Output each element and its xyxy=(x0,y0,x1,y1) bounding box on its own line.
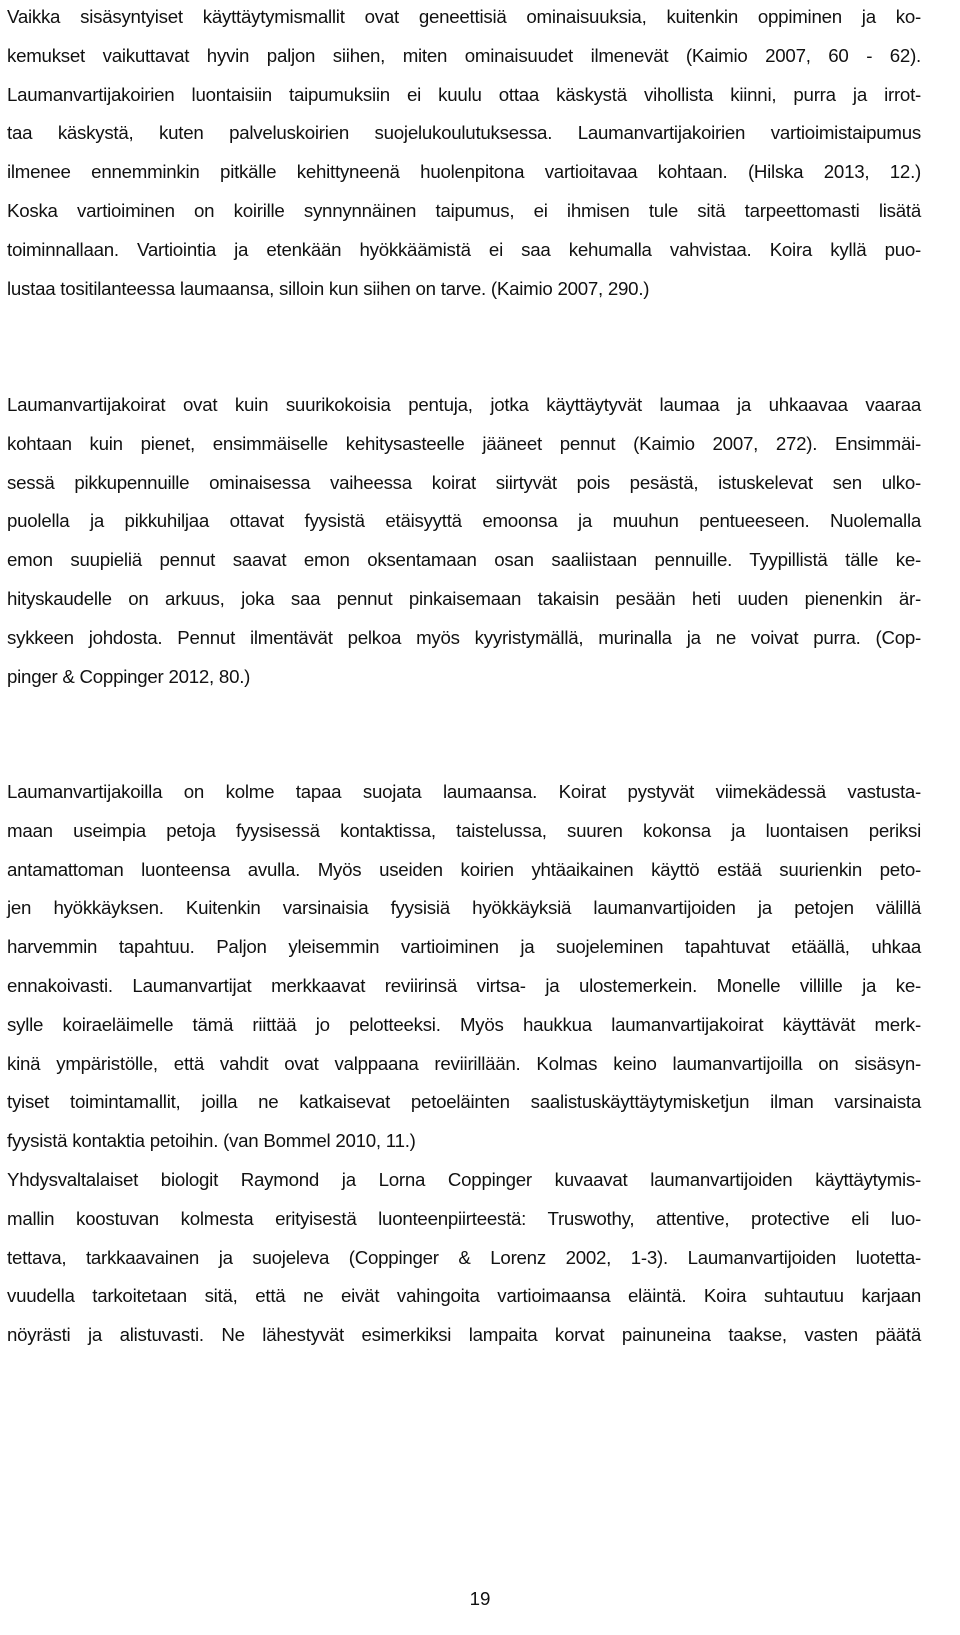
text-line: sykkeen johdosta. Pennut ilmentävät pelkoa myös kyyristymällä, murinalla ja ne voivat purra. (Cop- xyxy=(7,626,921,648)
page-number: 19 xyxy=(469,1588,491,1609)
paragraph-protection-methods xyxy=(7,773,921,1161)
text-line: jen hyökkäyksen. Kuitenkin varsinaisia fyysisiä hyökkäyksiä laumanvartijoiden ja petojen välillä xyxy=(7,897,921,919)
text-line: fyysistä kontaktia petoihin. (van Bommel 2010, 11.) xyxy=(7,1130,416,1152)
text-line: kemukset vaikuttavat hyvin paljon siihen, miten ominaisuudet ilmenevät (Kaimio 2007, 60 - 62). xyxy=(7,44,921,66)
text-line: pinger & Coppinger 2012, 80.) xyxy=(7,665,251,687)
text-line: sylle koiraeläimelle tämä riittää jo pelotteeksi. Myös haukkua laumanvartijakoirat käyttävät merk- xyxy=(7,1013,921,1035)
text-line: mallin koostuvan kolmesta erityisestä luonteenpiirteestä: Truswothy, attentive, protective eli luo- xyxy=(7,1207,921,1229)
paragraph-puppy-development xyxy=(7,386,921,696)
text-line: vuudella tarkoitetaan sitä, että ne eivät vahingoita vartioimaansa eläintä. Koira suhtautuu karjaan xyxy=(7,1285,921,1307)
text-line: nöyrästi ja alistuvasti. Ne lähestyvät esimerkiksi lampaita korvat painuneina taakse, vasten päätä xyxy=(7,1324,921,1346)
text-line: hityskaudelle on arkuus, joka saa pennut pinkaisemaan takaisin pesään heti uuden pienenkin är- xyxy=(7,587,921,609)
text-line: kinä ympäristölle, että vahdit ovat valppaana reviirillään. Kolmas keino laumanvartijoilla on sisäsyn- xyxy=(7,1052,921,1074)
text-line: lustaa tositilanteessa laumaansa, silloin kun siihen on tarve. (Kaimio 2007, 290.) xyxy=(7,277,650,299)
text-line: tyiset toimintamallit, joilla ne katkaisevat petoeläinten saalistuskäyttäytymisketjun ilman varsinaista xyxy=(7,1091,921,1113)
text-line: antamattoman luonteensa avulla. Myös useiden koirien yhtäaikainen käyttö estää suurienkin peto- xyxy=(7,858,921,880)
text-line: Koska vartioiminen on koirille synnynnäinen taipumus, ei ihmisen tule sitä tarpeettomasti lisätä xyxy=(7,199,921,221)
text-line: Laumanvartijakoirat ovat kuin suurikokoisia pentuja, jotka käyttäytyvät laumaa ja uhkaavaa vaaraa xyxy=(7,394,921,415)
paragraph-personality-traits xyxy=(7,1161,921,1355)
text-line: puolella ja pikkuhiljaa ottavat fyysistä etäisyyttä emoonsa ja muuhun pentueeseen. Nuolemalla xyxy=(7,510,921,532)
text-line: taa käskystä, kuten palveluskoirien suojelukoulutuksessa. Laumanvartijakoirien vartioimistaipumus xyxy=(7,122,921,144)
text-line: harvemmin tapahtuu. Paljon yleisemmin vartioiminen ja suojeleminen tapahtuvat etäällä, uhkaa xyxy=(7,936,921,958)
text-line: maan useimpia petoja fyysisessä kontaktissa, taistelussa, suuren kokonsa ja luontaisen periksi xyxy=(7,819,921,841)
paragraph-behaviour-learning xyxy=(7,0,921,308)
text-line: Laumanvartijakoirien luontaisiin taipumuksiin ei kuulu ottaa käskystä vihollista kiinni, purra ja irrot- xyxy=(7,83,921,105)
text-line: Laumanvartijakoilla on kolme tapaa suojata laumaansa. Koirat pystyvät viimekädessä vastusta- xyxy=(7,781,921,802)
text-line: ennakoivasti. Laumanvartijat merkkaavat reviirinsä virtsa- ja ulostemerkein. Monelle villille ja ke- xyxy=(7,974,921,996)
text-line: ilmenee ennemminkin pitkälle kehittyneenä huolenpitona vartioitavaa kohtaan. (Hilska 2013, 12.) xyxy=(7,161,921,183)
text-line: tettava, tarkkaavainen ja suojeleva (Coppinger & Lorenz 2002, 1-3). Laumanvartijoiden luotetta- xyxy=(7,1246,921,1268)
text-line: emon suupieliä pennut saavat emon oksentamaan osan saaliistaan pennuille. Tyypillistä tälle ke- xyxy=(7,549,921,571)
text-line: kohtaan kuin pienet, ensimmäiselle kehitysasteelle jääneet pennut (Kaimio 2007, 272). Ensimmäi- xyxy=(7,432,921,454)
text-line: toiminnallaan. Vartiointia ja etenkään hyökkäämistä ei saa kehumalla vahvistaa. Koira kyllä puo- xyxy=(7,238,921,260)
text-line: sessä pikkupennuille ominaisessa vaiheessa koirat siirtyvät pois pesästä, istuskelevat sen ulko- xyxy=(7,471,921,493)
text-line: Vaikka sisäsyntyiset käyttäytymismallit ovat geneettisiä ominaisuuksia, kuitenkin oppiminen ja ko- xyxy=(7,6,921,27)
text-line: Yhdysvaltalaiset biologit Raymond ja Lorna Coppinger kuvaavat laumanvartijoiden käyttäytymis- xyxy=(7,1169,921,1190)
